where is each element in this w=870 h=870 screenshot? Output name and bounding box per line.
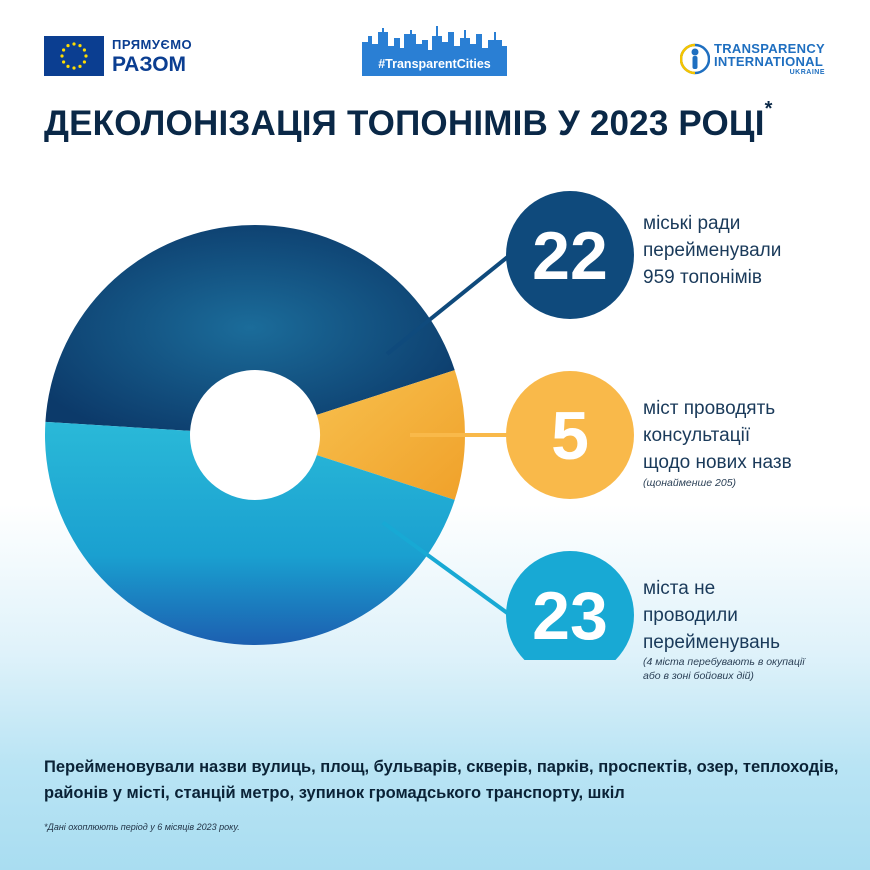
footnote: *Дані охоплюють період у 6 місяців 2023 року. <box>44 822 240 832</box>
stat-1-line: перейменували <box>643 240 782 261</box>
stat-1-line: 959 топонімів <box>643 267 762 288</box>
eu-flag-icon <box>44 36 104 76</box>
stat-3-note-line: (4 міста перебувають в окупації <box>643 656 805 668</box>
ti-logo-line3: UKRAINE <box>789 69 825 76</box>
stat-value-5: 5 <box>551 398 589 474</box>
ti-logo-line1: TRANSPARENCY <box>714 41 825 56</box>
city-skyline-icon <box>362 24 507 54</box>
stat-2-line: щодо нових назв <box>643 452 792 473</box>
stat-3-line: проводили <box>643 605 738 626</box>
ti-emblem-icon <box>680 42 710 76</box>
stat-value-23: 23 <box>532 578 608 654</box>
page-title <box>44 98 773 144</box>
stat-3-note <box>643 655 805 683</box>
ti-logo-line2: INTERNATIONAL <box>714 54 824 69</box>
page-title-text: ДЕКОЛОНІЗАЦІЯ ТОПОНІМІВ У 2023 РОЦІ <box>44 104 765 143</box>
stat-3-label <box>643 575 780 656</box>
stat-2-note-line: (щонайменше 205) <box>643 477 737 489</box>
eu-logo-line2: РАЗОМ <box>112 53 187 76</box>
transparency-international-logo <box>680 40 840 80</box>
transparent-cities-logo <box>362 24 507 76</box>
stat-3-line: перейменувань <box>643 632 781 653</box>
stat-2-line: консультації <box>643 425 751 446</box>
title-footnote-mark: * <box>764 98 773 120</box>
eu-logo-line1: ПРЯМУЄМО <box>112 37 193 52</box>
footer-description: Перейменовували назви вулиць, площ, бульварів, скверів, парків, проспектів, озер, теплоходів, районів у місті, станцій метро, зупинок громадського транспорту, шкіл <box>44 758 839 802</box>
donut-chart <box>0 140 870 682</box>
eu-logo <box>44 36 214 80</box>
stat-1-line: міські ради <box>643 213 741 234</box>
stat-value-22: 22 <box>532 218 608 294</box>
stat-3-line: міста не <box>643 578 716 599</box>
stat-2-line: міст проводять <box>643 398 776 419</box>
stat-2-label <box>643 395 792 476</box>
stat-2-note <box>643 476 736 490</box>
stat-1-label <box>643 210 781 291</box>
transparent-cities-hashtag: #TransparentCities <box>362 52 507 76</box>
stat-3-note-line: або в зоні бойових дій) <box>643 670 754 682</box>
